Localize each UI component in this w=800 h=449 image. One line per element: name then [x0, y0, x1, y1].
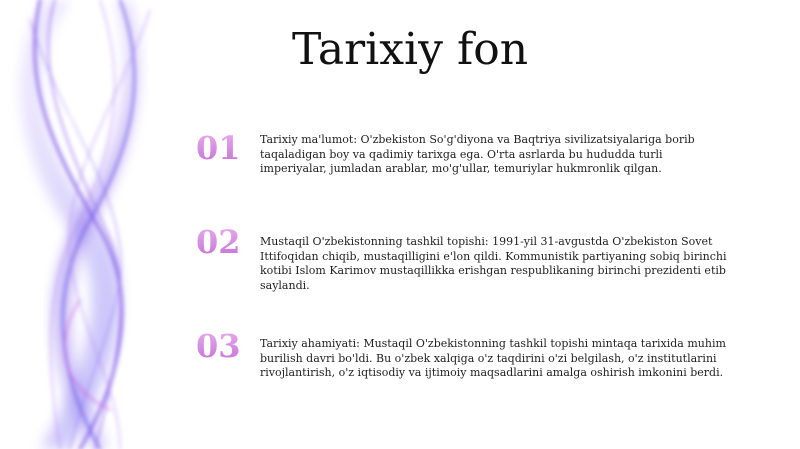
item-text-1: Tarixiy ma'lumot: O'zbekiston So'g'diyona va Baqtriya sivilizatsiyalariga borib taqaladigan boy va qadimiy tarixga ega. O'rta asrlarda bu hududda turli imperiyalar, jumladan arablar, mo'g'ullar, temuriylar hukmronlik qilgan. [260, 133, 695, 175]
item-number-3: 03 [196, 328, 248, 364]
page-title: Tarixiy fon [291, 24, 529, 75]
item-number-1: 01 [196, 130, 248, 166]
item-text-2: Mustaqil O'zbekistonning tashkil topishi: 1991-yil 31-avgustda O'zbekiston Sovet Ittifoqidan chiqib, mustaqilligini e'lon qildi. Kommunistik partiyaning sobiq birinchi kotibi Islom Karimov mustaqillikka erishgan respublikaning birinchi prezidenti etib saylandi. [260, 235, 727, 292]
item-text-3: Tarixiy ahamiyati: Mustaqil O'zbekistonning tashkil topishi mintaqa tarixida muhim burilish davri bo'ldi. Bu o'zbek xalqiga o'z taqdirini o'zi belgilash, o'z institutlarini rivojlantirish, o'z iqtisodiy va ijtimoiy maqsadlarini amalga oshirish imkonini berdi. [260, 337, 726, 379]
item-number-2: 02 [196, 224, 248, 260]
decorative-smoke-wave [0, 0, 200, 449]
